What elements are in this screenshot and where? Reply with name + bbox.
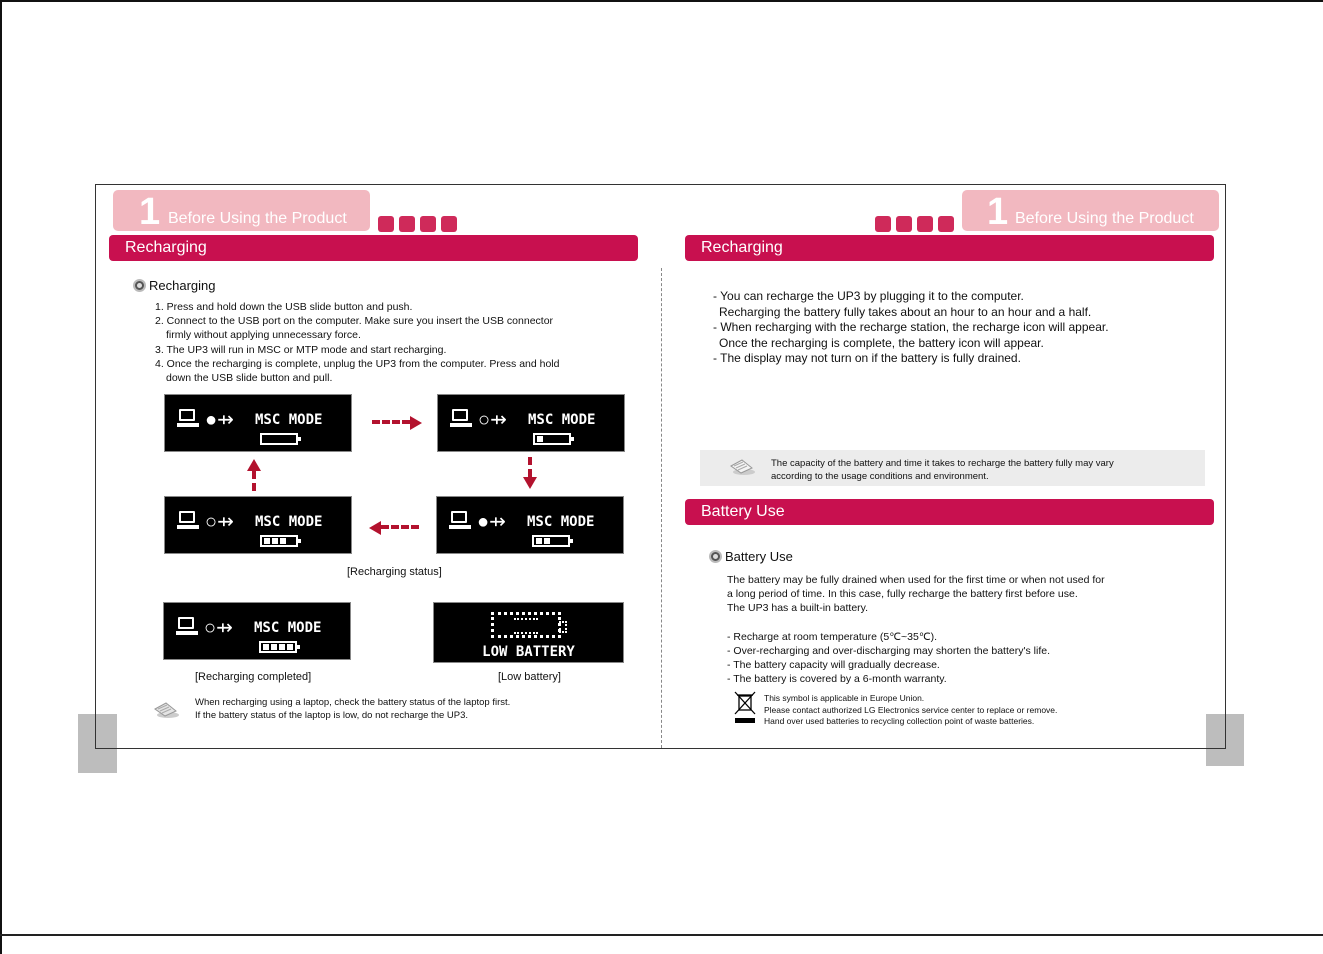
eu-line: Please contact authorized LG Electronics service center to replace or remove.: [764, 704, 1058, 715]
crossed-bin-icon: [734, 691, 756, 725]
chapter-label: Before Using the Product: [168, 210, 347, 227]
low-battery-label: LOW BATTERY: [482, 644, 575, 660]
page-dots-left: [378, 216, 457, 232]
note-pencil-icon: [728, 456, 756, 476]
note-line: If the battery status of the laptop is low, do not recharge the UP3.: [195, 710, 469, 721]
section-title-recharging-left: Recharging: [109, 235, 638, 261]
computer-icon: [452, 409, 468, 421]
note-line: according to the usage conditions and environment.: [771, 471, 989, 482]
laptop-note: [195, 696, 510, 722]
caption-recharging-completed: [Recharging completed]: [195, 671, 312, 683]
subheading-recharging: [133, 278, 216, 293]
chapter-tab-right: [962, 190, 1219, 231]
eu-line: This symbol is applicable in Europe Union.: [764, 693, 925, 703]
caption-recharging-status: [Recharging status]: [347, 566, 442, 578]
usb-icon: ○⇸: [478, 409, 507, 431]
eu-disposal-note: [764, 693, 1057, 728]
usb-icon: ○⇸: [205, 511, 234, 533]
battery-line: - Recharge at room temperature (5℃~35℃).: [727, 630, 938, 643]
battery-line: - The battery is covered by a 6-month warranty.: [727, 673, 947, 686]
info-line: - When recharging with the recharge station, the recharge icon will appear.: [713, 320, 1109, 335]
note-line: When recharging using a laptop, check the battery status of the laptop first.: [195, 697, 511, 708]
page-edge-bottom: [0, 934, 1323, 936]
arrow-left-head-icon: [369, 521, 381, 535]
chapter-number: 1: [987, 191, 1009, 233]
page-divider: [661, 268, 662, 748]
usb-icon: ○⇸: [204, 617, 233, 639]
note-line: The capacity of the battery and time it takes to recharge the battery fully may vary: [771, 458, 1114, 469]
capacity-note: [771, 457, 1114, 483]
note-pencil-icon: [152, 699, 180, 719]
arrow-right-icon: [372, 420, 410, 428]
battery-line: - The battery capacity will gradually decrease.: [727, 659, 940, 672]
lcd-screen-2: [437, 394, 625, 452]
mode-label: MSC MODE: [527, 514, 595, 530]
page-dots-right: [875, 216, 954, 232]
mode-label: MSC MODE: [528, 412, 596, 428]
mode-label: MSC MODE: [254, 620, 322, 636]
chapter-label: Before Using the Product: [1015, 210, 1194, 227]
arrow-left-icon: [381, 525, 419, 533]
computer-icon: [179, 409, 195, 421]
bullet-circle-icon: [709, 550, 722, 563]
info-line: - You can recharge the UP3 by plugging it to the computer.: [713, 289, 1024, 303]
arrow-up-head-icon: [247, 459, 261, 471]
computer-icon: [179, 511, 195, 523]
step-line: firmly without applying unnecessary force.: [166, 329, 361, 342]
battery-icon: [260, 535, 298, 547]
step-line: 3. The UP3 will run in MSC or MTP mode and start recharging.: [155, 343, 447, 356]
section-title-battery-use: Battery Use: [685, 499, 1214, 525]
lcd-screen-3: [436, 496, 624, 554]
battery-icon: [533, 433, 571, 445]
step-line: 4. Once the recharging is complete, unplug the UP3 from the computer. Press and hold: [155, 357, 560, 370]
mode-label: MSC MODE: [255, 514, 323, 530]
battery-icon: [260, 433, 298, 445]
empty-battery-icon: [491, 612, 561, 638]
section-title-recharging-right: Recharging: [685, 235, 1214, 261]
chapter-tab-left: [113, 190, 370, 231]
battery-line: The battery may be fully drained when used for the first time or when not used for: [727, 574, 1105, 586]
battery-line: [727, 616, 1105, 630]
caption-low-battery: [Low battery]: [498, 671, 561, 683]
lcd-screen-low-battery: [433, 602, 624, 663]
battery-line: a long period of time. In this case, fully recharge the battery first before use.: [727, 588, 1078, 601]
chapter-number: 1: [139, 191, 161, 233]
arrow-up-icon: [252, 471, 260, 491]
arrow-down-icon: [528, 457, 536, 477]
subheading-battery-use: [709, 549, 793, 564]
usb-icon: ●⇸: [477, 511, 506, 533]
page-edge-left: [0, 0, 2, 954]
step-line: down the USB slide button and pull.: [166, 372, 333, 385]
recharge-steps: [155, 300, 605, 385]
lcd-screen-4: [164, 496, 352, 554]
computer-icon: [178, 617, 194, 629]
recharge-info-list: [713, 289, 1109, 367]
arrow-down-head-icon: [523, 477, 537, 489]
battery-use-text: [727, 573, 1105, 687]
eu-line: Hand over used batteries to recycling collection point of waste batteries.: [764, 716, 1035, 726]
subheading-text: Battery Use: [725, 549, 793, 564]
lcd-screen-1: [164, 394, 352, 452]
arrow-right-head-icon: [410, 416, 422, 430]
info-line: - The display may not turn on if the battery is fully drained.: [713, 351, 1021, 366]
usb-icon: ●⇸: [205, 409, 234, 431]
subheading-text: Recharging: [149, 278, 216, 293]
lcd-screen-completed: [163, 602, 351, 660]
computer-icon: [451, 511, 467, 523]
battery-line: - Over-recharging and over-discharging may shorten the battery's life.: [727, 645, 1050, 657]
battery-full-icon: [259, 641, 297, 653]
mode-label: MSC MODE: [255, 412, 323, 428]
step-line: 1. Press and hold down the USB slide button and push.: [155, 301, 413, 313]
battery-line: The UP3 has a built-in battery.: [727, 602, 869, 615]
bullet-circle-icon: [133, 279, 146, 292]
page-edge-top: [0, 0, 1323, 2]
battery-icon: [532, 535, 570, 547]
info-line: Once the recharging is complete, the battery icon will appear.: [719, 335, 1044, 350]
info-line: Recharging the battery fully takes about an hour to an hour and a half.: [719, 304, 1092, 319]
step-line: 2. Connect to the USB port on the computer. Make sure you insert the USB connector: [155, 315, 554, 328]
